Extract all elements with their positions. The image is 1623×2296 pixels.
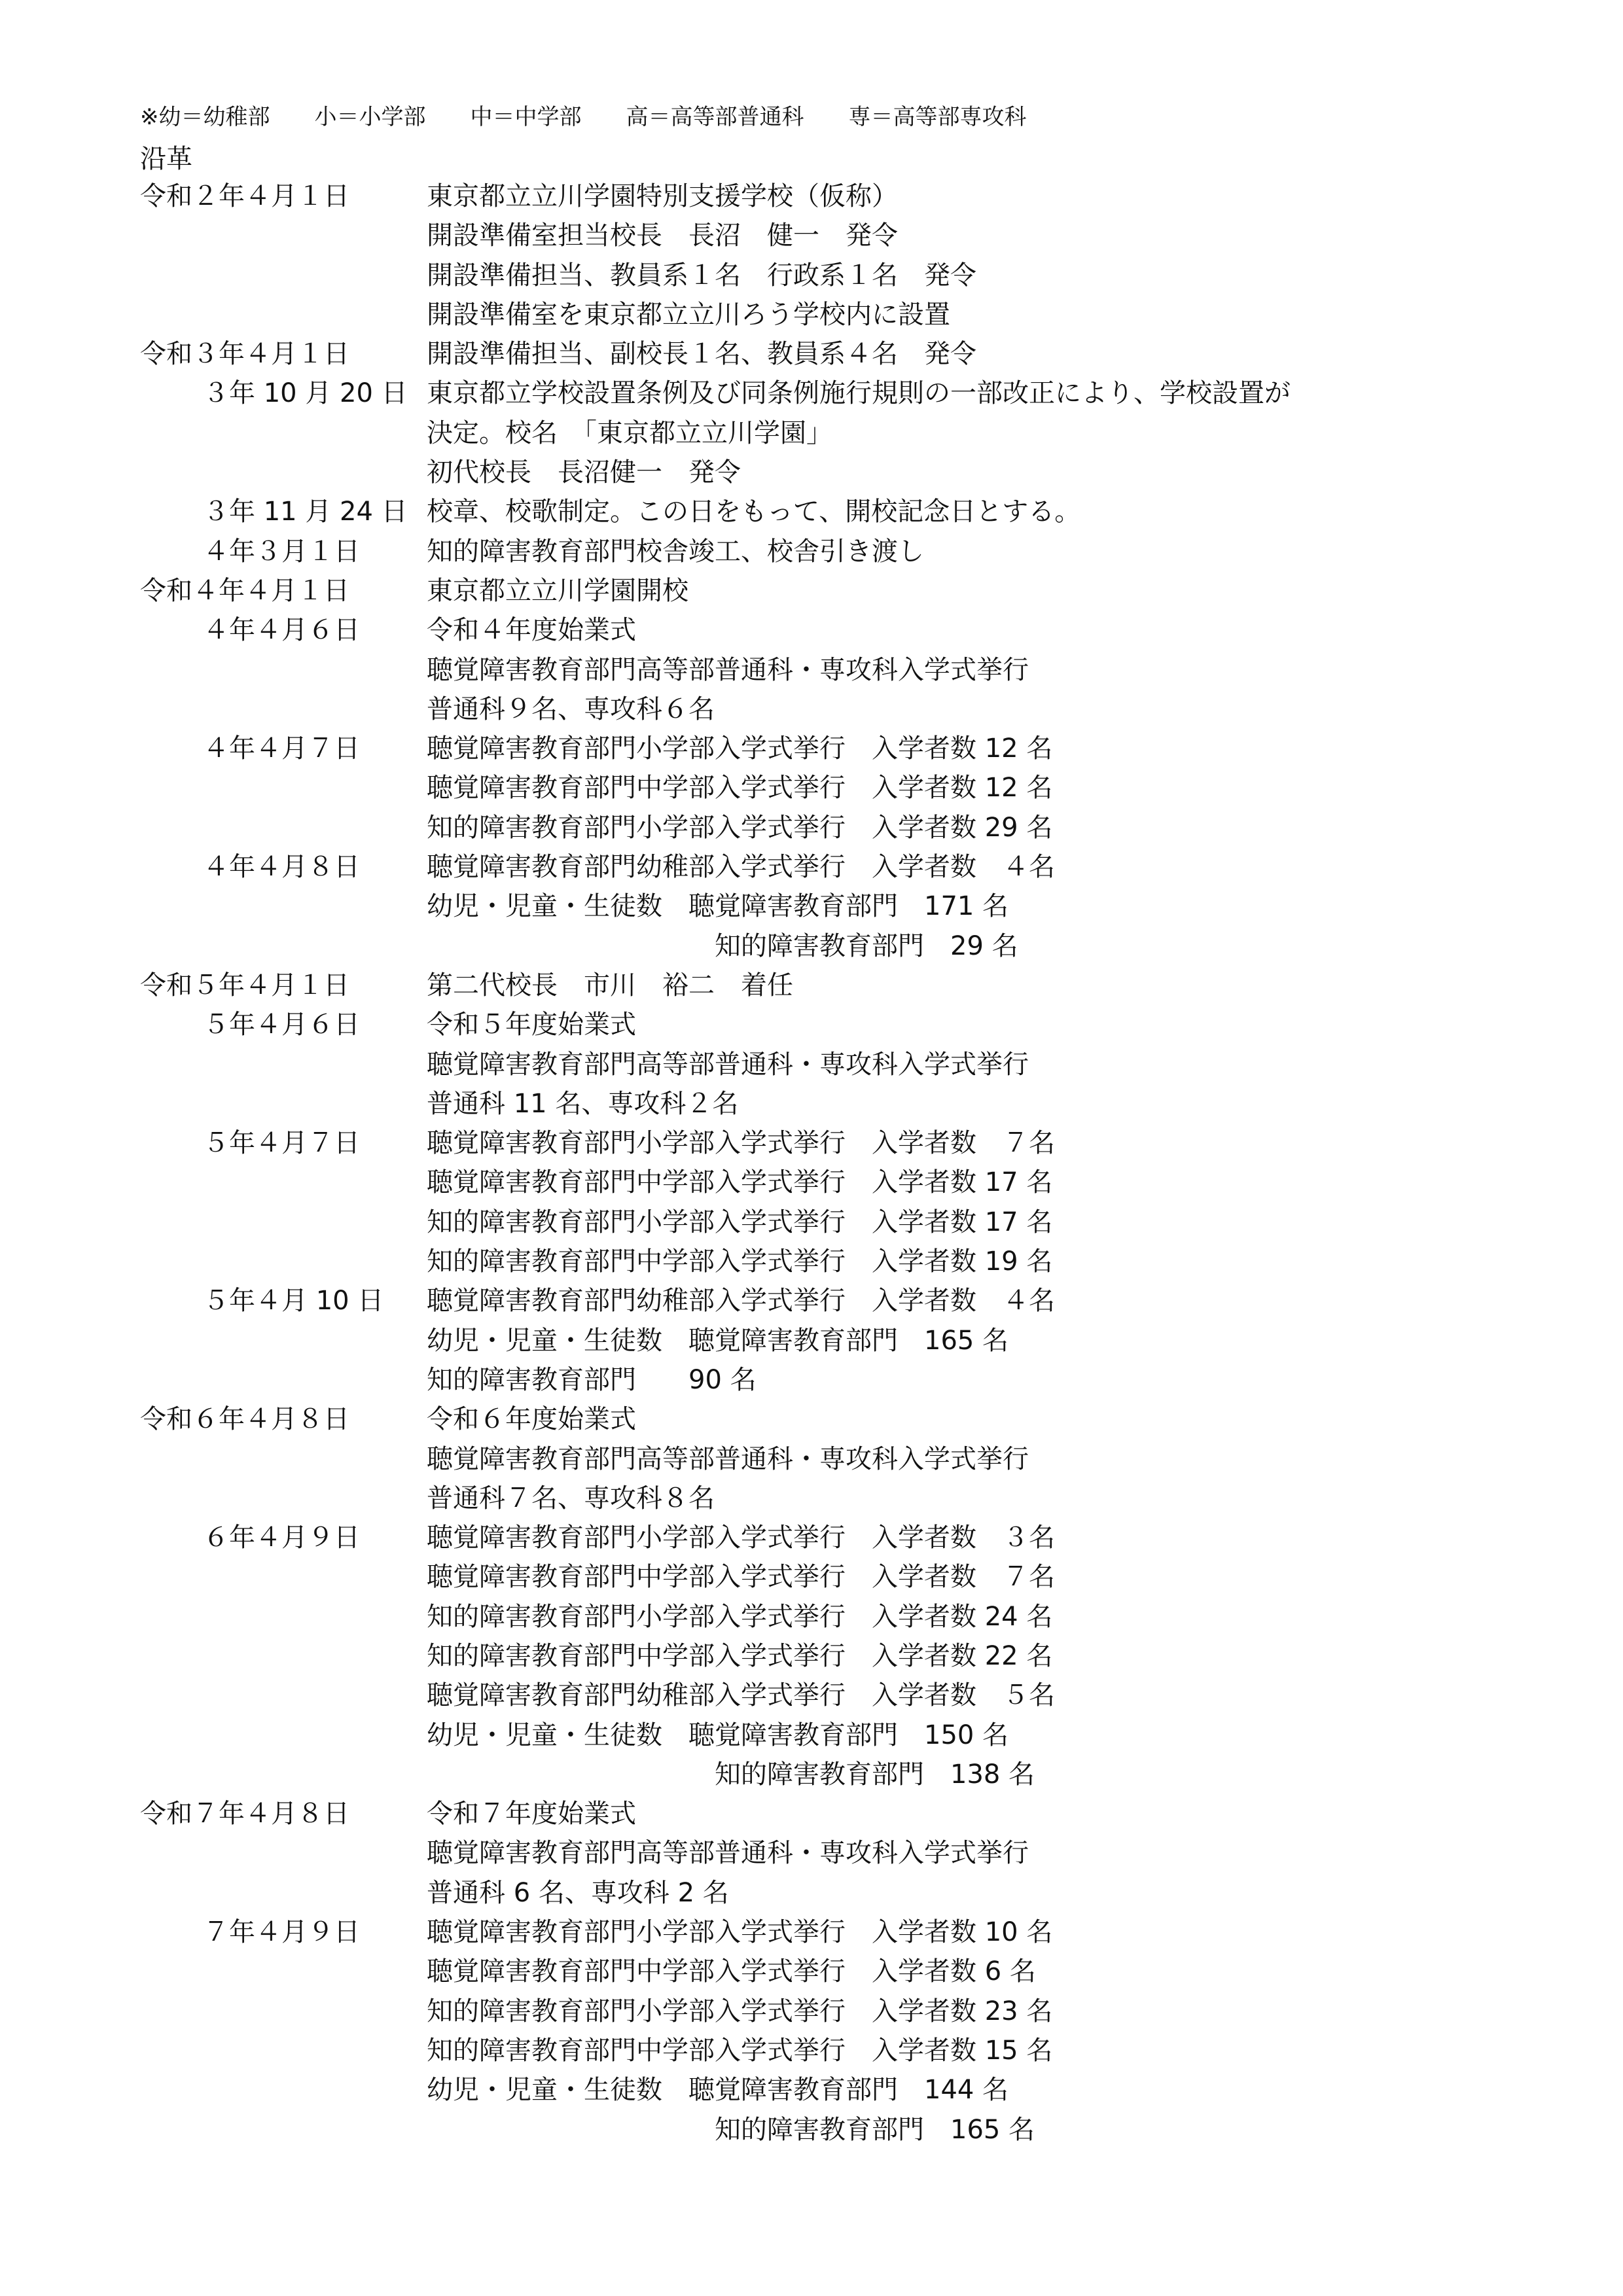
history-text: 聴覚障害教育部門小学部入学式挙行 入学者数 12 名 [427, 733, 1053, 764]
history-row [0, 571, 1623, 610]
history-row [0, 374, 1623, 413]
history-text: 開設準備担当、副校長１名、教員系４名 発令 [427, 339, 976, 370]
history-row [0, 887, 1623, 926]
history-text: 東京都立学校設置条例及び同条例施行規則の一部改正により、学校設置が [427, 378, 1291, 409]
history-row [0, 1597, 1623, 1636]
history-text: 幼児・児童・生徒数 聴覚障害教育部門 144 名 [427, 2075, 1009, 2106]
history-row [0, 1518, 1623, 1557]
history-row [0, 2031, 1623, 2070]
history-row [0, 1479, 1623, 1518]
history-date: 令和５年４月１日 [140, 970, 349, 1000]
history-row [0, 1557, 1623, 1597]
history-text: 聴覚障害教育部門小学部入学式挙行 入学者数 10 名 [427, 1917, 1053, 1948]
history-row [0, 690, 1623, 729]
history-text: 聴覚障害教育部門中学部入学式挙行 入学者数 12 名 [427, 773, 1053, 804]
history-text: 聴覚障害教育部門幼稚部入学式挙行 入学者数 ５名 [427, 1680, 1055, 1711]
history-date: 令和７年４月８日 [140, 1799, 349, 1829]
history-date: ４年４月６日 [203, 615, 360, 646]
history-row [0, 1203, 1623, 1242]
history-row [0, 808, 1623, 847]
history-date: ６年４月９日 [203, 1523, 360, 1553]
history-row [0, 216, 1623, 255]
history-text: 普通科９名、専攻科６名 [427, 694, 715, 724]
history-row [0, 650, 1623, 690]
history-text: 東京都立立川学園開校 [427, 575, 688, 606]
history-text: 聴覚障害教育部門小学部入学式挙行 入学者数 ７名 [427, 1128, 1055, 1159]
history-date: ５年４月 10 日 [203, 1286, 384, 1316]
history-row [0, 1281, 1623, 1320]
history-row [0, 1676, 1623, 1715]
history-date: 令和３年４月１日 [140, 339, 349, 370]
history-text: 幼児・児童・生徒数 聴覚障害教育部門 171 名 [427, 891, 1009, 922]
history-row [0, 256, 1623, 295]
history-row [0, 414, 1623, 453]
history-row [0, 295, 1623, 334]
history-text: 普通科 11 名、専攻科２名 [427, 1088, 739, 1119]
history-row [0, 847, 1623, 887]
history-text: 令和６年度始業式 [427, 1404, 636, 1435]
history-date: ３年 10 月 20 日 [203, 378, 408, 409]
history-date: 令和２年４月１日 [140, 181, 349, 211]
history-text: 聴覚障害教育部門高等部普通科・専攻科入学式挙行 [427, 1838, 1029, 1869]
history-row [0, 1913, 1623, 1952]
history-row [0, 927, 1623, 966]
history-text: 校章、校歌制定。この日をもって、開校記念日とする。 [427, 497, 1081, 527]
history-text: 聴覚障害教育部門小学部入学式挙行 入学者数 ３名 [427, 1523, 1055, 1553]
history-text: 聴覚障害教育部門中学部入学式挙行 入学者数 ７名 [427, 1562, 1055, 1593]
history-date: ５年４月６日 [203, 1010, 360, 1040]
history-text: 知的障害教育部門小学部入学式挙行 入学者数 17 名 [427, 1207, 1053, 1237]
history-text: 開設準備担当、教員系１名 行政系１名 発令 [427, 260, 976, 291]
history-row [0, 966, 1623, 1005]
history-row [0, 1045, 1623, 1084]
history-text: 聴覚障害教育部門高等部普通科・専攻科入学式挙行 [427, 1049, 1029, 1080]
history-text: 決定。校名 「東京都立立川学園」 [427, 417, 832, 448]
history-text: 普通科 6 名、専攻科 2 名 [427, 1877, 729, 1908]
history-text: 開設準備室担当校長 長沼 健一 発令 [427, 221, 898, 251]
history-text: 聴覚障害教育部門幼稚部入学式挙行 入学者数 ４名 [427, 852, 1055, 883]
history-row [0, 729, 1623, 768]
history-row [0, 492, 1623, 531]
history-date: ３年 11 月 24 日 [203, 497, 408, 527]
history-text: 東京都立立川学園特別支援学校（仮称） [427, 181, 898, 211]
history-row [0, 1992, 1623, 2031]
history-date: ４年４月７日 [203, 733, 360, 764]
history-row [0, 1636, 1623, 1676]
history-row [0, 1005, 1623, 1044]
history-text: 幼児・児童・生徒数 聴覚障害教育部門 165 名 [427, 1325, 1009, 1356]
history-row [0, 1794, 1623, 1833]
history-row [0, 1716, 1623, 1755]
history-text: 知的障害教育部門校舎竣工、校舎引き渡し [427, 536, 924, 567]
section-title: 沿革 [140, 144, 192, 174]
history-text: 知的障害教育部門 29 名 [715, 930, 1018, 961]
history-list [0, 177, 1623, 2149]
history-text: 聴覚障害教育部門高等部普通科・専攻科入学式挙行 [427, 654, 1029, 685]
history-text: 第二代校長 市川 裕二 着任 [427, 970, 793, 1000]
history-row [0, 1163, 1623, 1202]
history-row [0, 1084, 1623, 1123]
history-row [0, 1873, 1623, 1913]
history-row [0, 532, 1623, 571]
history-row [0, 1123, 1623, 1163]
history-text: 知的障害教育部門 138 名 [715, 1759, 1035, 1790]
history-row [0, 1833, 1623, 1873]
history-date: ５年４月７日 [203, 1128, 360, 1159]
history-row [0, 334, 1623, 374]
history-row [0, 1755, 1623, 1794]
history-date: 令和６年４月８日 [140, 1404, 349, 1435]
history-text: 令和４年度始業式 [427, 615, 636, 646]
history-text: 知的障害教育部門中学部入学式挙行 入学者数 19 名 [427, 1246, 1053, 1277]
history-text: 知的障害教育部門 165 名 [715, 2114, 1035, 2145]
history-row [0, 768, 1623, 807]
history-text: 普通科７名、専攻科８名 [427, 1483, 715, 1513]
history-row [0, 1439, 1623, 1479]
history-text: 初代校長 長沼健一 発令 [427, 457, 741, 488]
history-date: ７年４月９日 [203, 1917, 360, 1948]
history-row [0, 1242, 1623, 1281]
history-date: 令和４年４月１日 [140, 575, 349, 606]
history-row [0, 610, 1623, 650]
history-text: 知的障害教育部門小学部入学式挙行 入学者数 24 名 [427, 1601, 1053, 1632]
history-row [0, 1400, 1623, 1439]
history-row [0, 1321, 1623, 1360]
history-text: 知的障害教育部門小学部入学式挙行 入学者数 23 名 [427, 1996, 1053, 2026]
history-text: 幼児・児童・生徒数 聴覚障害教育部門 150 名 [427, 1720, 1009, 1750]
history-date: ４年４月８日 [203, 852, 360, 883]
history-row [0, 1360, 1623, 1400]
history-text: 聴覚障害教育部門幼稚部入学式挙行 入学者数 ４名 [427, 1286, 1055, 1316]
history-date: ４年３月１日 [203, 536, 360, 567]
history-row [0, 2070, 1623, 2110]
history-text: 令和５年度始業式 [427, 1010, 636, 1040]
history-row [0, 1952, 1623, 1991]
abbreviation-legend: ※幼＝幼稚部 小＝小学部 中＝中学部 高＝高等部普通科 専＝高等部専攻科 [140, 104, 1027, 130]
history-text: 開設準備室を東京都立立川ろう学校内に設置 [427, 299, 950, 330]
history-text: 聴覚障害教育部門中学部入学式挙行 入学者数 17 名 [427, 1167, 1053, 1198]
history-text: 知的障害教育部門小学部入学式挙行 入学者数 29 名 [427, 812, 1053, 843]
history-text: 知的障害教育部門中学部入学式挙行 入学者数 15 名 [427, 2035, 1053, 2066]
history-text: 聴覚障害教育部門高等部普通科・専攻科入学式挙行 [427, 1443, 1029, 1474]
history-text: 知的障害教育部門中学部入学式挙行 入学者数 22 名 [427, 1640, 1053, 1671]
history-text: 聴覚障害教育部門中学部入学式挙行 入学者数 6 名 [427, 1956, 1036, 1987]
history-row [0, 177, 1623, 216]
history-row [0, 2110, 1623, 2149]
history-row [0, 453, 1623, 492]
history-text: 令和７年度始業式 [427, 1799, 636, 1829]
history-text: 知的障害教育部門 90 名 [427, 1364, 757, 1395]
